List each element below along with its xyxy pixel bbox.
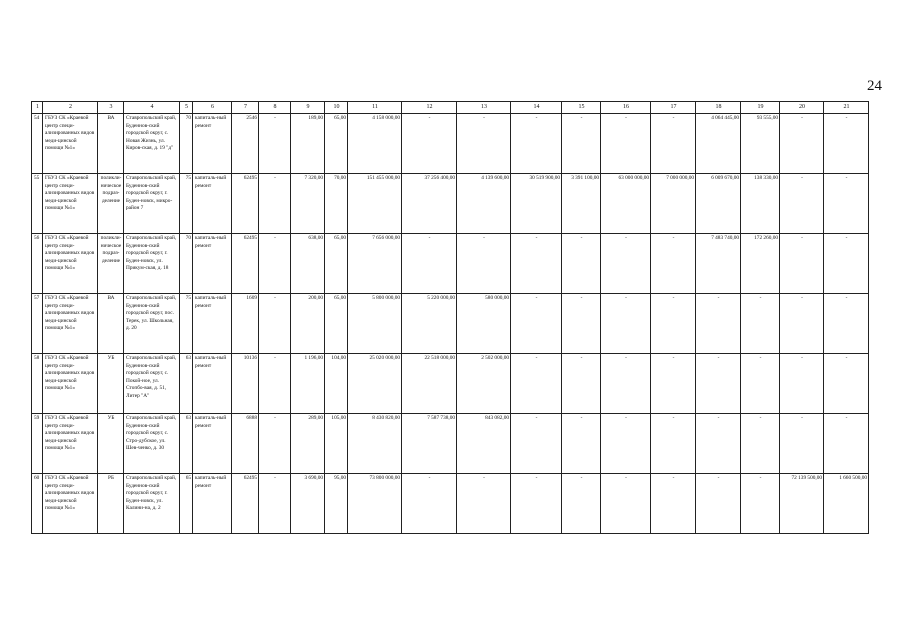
table-cell: ГБУЗ СК «Краевой центр специ-ализированных видов меди-цинской помощи №1» — [43, 234, 98, 294]
table-cell: 59 — [32, 414, 43, 474]
table-cell: ВА — [98, 294, 124, 354]
table-cell: 7 320,00 — [291, 174, 325, 234]
table-cell: - — [511, 414, 562, 474]
table-cell: - — [824, 354, 869, 414]
table-cell: 4 139 600,00 — [457, 174, 511, 234]
table-cell: 3 391 100,00 — [562, 174, 601, 234]
table-cell: Ставропольский край, Буденнов-ский городской округ, с. Стро-дубское, ул. Шев-ченко, д. 30 — [124, 414, 180, 474]
table-cell: - — [402, 234, 457, 294]
table-cell: 7 587 738,00 — [402, 414, 457, 474]
table-cell: 10136 — [232, 354, 259, 414]
table-cell: - — [511, 234, 562, 294]
table-row — [32, 174, 869, 234]
table-cell: РБ — [98, 474, 124, 534]
table-cell: - — [259, 294, 291, 354]
table-cell: 580 000,00 — [457, 294, 511, 354]
column-header: 15 — [562, 102, 601, 114]
table-cell: капиталь-ный ремонт — [193, 354, 232, 414]
table-cell: капиталь-ный ремонт — [193, 294, 232, 354]
table-cell: 65,00 — [325, 234, 348, 294]
column-header: 6 — [193, 102, 232, 114]
table-cell: 5 800 000,00 — [348, 294, 402, 354]
table-cell: - — [402, 474, 457, 534]
table-cell: - — [259, 114, 291, 174]
table-cell: - — [824, 294, 869, 354]
table-cell: 37 256 400,00 — [402, 174, 457, 234]
table-cell: 93 555,00 — [741, 114, 780, 174]
table-cell: 62495 — [232, 474, 259, 534]
table-cell: 289,00 — [291, 414, 325, 474]
table-cell: - — [511, 294, 562, 354]
table-cell: 3 690,00 — [291, 474, 325, 534]
table-cell: ГБУЗ СК «Краевой центр специ-ализированных видов меди-цинской помощи №1» — [43, 414, 98, 474]
table-cell: - — [259, 414, 291, 474]
table-cell: УБ — [98, 414, 124, 474]
table-cell: - — [601, 474, 651, 534]
table-cell: 6 009 670,00 — [696, 174, 741, 234]
table-cell: 70 — [180, 114, 193, 174]
table-cell: 200,00 — [291, 294, 325, 354]
table-cell: ВА — [98, 114, 124, 174]
table-cell: 22 518 000,00 — [402, 354, 457, 414]
table-cell: - — [601, 294, 651, 354]
table-cell: - — [511, 354, 562, 414]
table-cell: - — [824, 414, 869, 474]
table-cell: 1609 — [232, 294, 259, 354]
table-cell: 105,00 — [325, 414, 348, 474]
table-cell: 1 196,00 — [291, 354, 325, 414]
table-cell: 4 158 000,00 — [348, 114, 402, 174]
table-row — [32, 474, 869, 534]
table-cell: - — [696, 474, 741, 534]
table-cell: 7 000 000,00 — [651, 174, 696, 234]
table-cell: 5 220 000,00 — [402, 294, 457, 354]
column-header: 18 — [696, 102, 741, 114]
table-cell: - — [259, 234, 291, 294]
column-header: 12 — [402, 102, 457, 114]
table-cell: - — [651, 114, 696, 174]
table-cell: ГБУЗ СК «Краевой центр специ-ализированных видов меди-цинской помощи №1» — [43, 474, 98, 534]
table-cell: 95,00 — [325, 474, 348, 534]
table-cell: 4 064 445,00 — [696, 114, 741, 174]
table-cell: 65,00 — [325, 114, 348, 174]
table-cell: ГБУЗ СК «Краевой центр специ-ализированных видов меди-цинской помощи №1» — [43, 354, 98, 414]
table-cell: - — [696, 414, 741, 474]
table-cell: - — [651, 354, 696, 414]
table-row — [32, 294, 869, 354]
page-number: 24 — [867, 78, 882, 94]
column-header: 2 — [43, 102, 98, 114]
table-cell: - — [457, 474, 511, 534]
table-cell: 8 430 820,00 — [348, 414, 402, 474]
column-header: 7 — [232, 102, 259, 114]
table-cell: - — [259, 354, 291, 414]
table-cell: - — [651, 234, 696, 294]
table-cell: 70,00 — [325, 174, 348, 234]
table-cell: 62495 — [232, 234, 259, 294]
table-cell: 73 800 000,00 — [348, 474, 402, 534]
table-cell: - — [824, 174, 869, 234]
table-cell: 72 139 500,00 — [780, 474, 824, 534]
table-cell: - — [696, 294, 741, 354]
table-cell: капиталь-ный ремонт — [193, 114, 232, 174]
table-cell: - — [457, 114, 511, 174]
column-header: 16 — [601, 102, 651, 114]
table-cell: - — [651, 414, 696, 474]
table-cell: УБ — [98, 354, 124, 414]
table-cell: 60 — [32, 474, 43, 534]
table-cell: - — [741, 354, 780, 414]
table-header-row — [32, 102, 869, 114]
table-cell: - — [562, 294, 601, 354]
table-cell: - — [741, 474, 780, 534]
table-cell: 57 — [32, 294, 43, 354]
table-cell: 70 — [180, 234, 193, 294]
table-cell: Ставропольский край, Буденнов-ский городской округ, с. Покой-ное, ул. Стопбо-вая, д. 51, Литер "А" — [124, 354, 180, 414]
table-cell: 7 483 740,00 — [696, 234, 741, 294]
column-header: 1 — [32, 102, 43, 114]
table-cell: - — [780, 414, 824, 474]
table-cell: - — [824, 234, 869, 294]
table-cell: - — [651, 474, 696, 534]
table-cell: 63 — [180, 414, 193, 474]
table-cell: 6888 — [232, 414, 259, 474]
table-cell: 104,00 — [325, 354, 348, 414]
table-row — [32, 414, 869, 474]
table-cell: 56 — [32, 234, 43, 294]
table-cell: - — [651, 294, 696, 354]
table-cell: 25 020 000,00 — [348, 354, 402, 414]
table-cell: Ставропольский край, Буденнов-ский городской округ, г. Буден-новск, ул. Калини-на, д. 2 — [124, 474, 180, 534]
table-cell: 172 260,00 — [741, 234, 780, 294]
table-cell: 843 082,00 — [457, 414, 511, 474]
table-cell: - — [601, 114, 651, 174]
table-cell: 62495 — [232, 174, 259, 234]
table-cell: Ставропольский край, Буденнов-ский городской округ, г. Буден-новск, микро-район 7 — [124, 174, 180, 234]
table-cell: 63 — [180, 354, 193, 414]
table-cell: 55 — [32, 174, 43, 234]
column-header: 13 — [457, 102, 511, 114]
table-cell: - — [601, 234, 651, 294]
table-cell: 189,00 — [291, 114, 325, 174]
table-cell: 63 000 000,00 — [601, 174, 651, 234]
table-cell: - — [457, 234, 511, 294]
table-cell: капиталь-ный ремонт — [193, 174, 232, 234]
table-cell: - — [259, 174, 291, 234]
table-cell: 65,00 — [325, 294, 348, 354]
table-cell: - — [601, 354, 651, 414]
column-header: 20 — [780, 102, 824, 114]
table-cell: - — [562, 354, 601, 414]
table-cell: 2546 — [232, 114, 259, 174]
table-cell: капиталь-ный ремонт — [193, 474, 232, 534]
table-row — [32, 354, 869, 414]
table-cell: - — [741, 294, 780, 354]
column-header: 14 — [511, 102, 562, 114]
table-cell: - — [780, 354, 824, 414]
table-cell: - — [562, 414, 601, 474]
table-cell: ГБУЗ СК «Краевой центр специ-ализированных видов меди-цинской помощи №1» — [43, 294, 98, 354]
table-cell: - — [824, 114, 869, 174]
table-cell: - — [562, 234, 601, 294]
table-cell: - — [511, 114, 562, 174]
table-cell: 58 — [32, 354, 43, 414]
table-cell: 54 — [32, 114, 43, 174]
table-cell: 138 330,00 — [741, 174, 780, 234]
column-header: 19 — [741, 102, 780, 114]
table-cell: - — [511, 474, 562, 534]
table-cell: ГБУЗ СК «Краевой центр специ-ализированных видов меди-цинской помощи №1» — [43, 174, 98, 234]
table-cell: 65 — [180, 474, 193, 534]
table-cell: - — [780, 174, 824, 234]
table-cell: 7 656 000,00 — [348, 234, 402, 294]
table-cell: 1 660 500,00 — [824, 474, 869, 534]
table-cell: 75 — [180, 174, 193, 234]
table-cell: - — [741, 414, 780, 474]
column-header: 3 — [98, 102, 124, 114]
column-header: 11 — [348, 102, 402, 114]
table-cell: Ставропольский край, Буденнов-ский городской округ, с. Новая Жизнь, ул. Киров-ская, д. 19 "д" — [124, 114, 180, 174]
table-cell: - — [562, 474, 601, 534]
column-header: 17 — [651, 102, 696, 114]
table-row — [32, 114, 869, 174]
table-cell: - — [780, 114, 824, 174]
table-cell: капиталь-ный ремонт — [193, 234, 232, 294]
table-cell: - — [780, 294, 824, 354]
table-cell: - — [696, 354, 741, 414]
table-cell: ГБУЗ СК «Краевой центр специ-ализированных видов меди-цинской помощи №1» — [43, 114, 98, 174]
table-cell: 30 519 900,00 — [511, 174, 562, 234]
table-cell: - — [780, 234, 824, 294]
table-cell: - — [259, 474, 291, 534]
column-header: 10 — [325, 102, 348, 114]
table-cell: 2 502 000,00 — [457, 354, 511, 414]
table-cell: - — [402, 114, 457, 174]
column-header: 5 — [180, 102, 193, 114]
column-header: 9 — [291, 102, 325, 114]
table-cell: Ставропольский край, Буденнов-ский городской округ, г. Буден-новск, ул. Прикум-ская, д. 18 — [124, 234, 180, 294]
table-cell: Ставропольский край, Буденнов-ский городской округ, пос. Терек, ул. Школьная, д. 20 — [124, 294, 180, 354]
table-cell: 75 — [180, 294, 193, 354]
table-cell: поликли-ническое подраз-деление — [98, 234, 124, 294]
table-cell: капиталь-ный ремонт — [193, 414, 232, 474]
table-cell: - — [601, 414, 651, 474]
register-table — [31, 101, 869, 534]
column-header: 8 — [259, 102, 291, 114]
column-header: 21 — [824, 102, 869, 114]
table-cell: 638,00 — [291, 234, 325, 294]
table-cell: поликли-ническое подраз-деление — [98, 174, 124, 234]
table-row — [32, 234, 869, 294]
column-header: 4 — [124, 102, 180, 114]
table-cell: - — [562, 114, 601, 174]
table-cell: 151 455 000,00 — [348, 174, 402, 234]
